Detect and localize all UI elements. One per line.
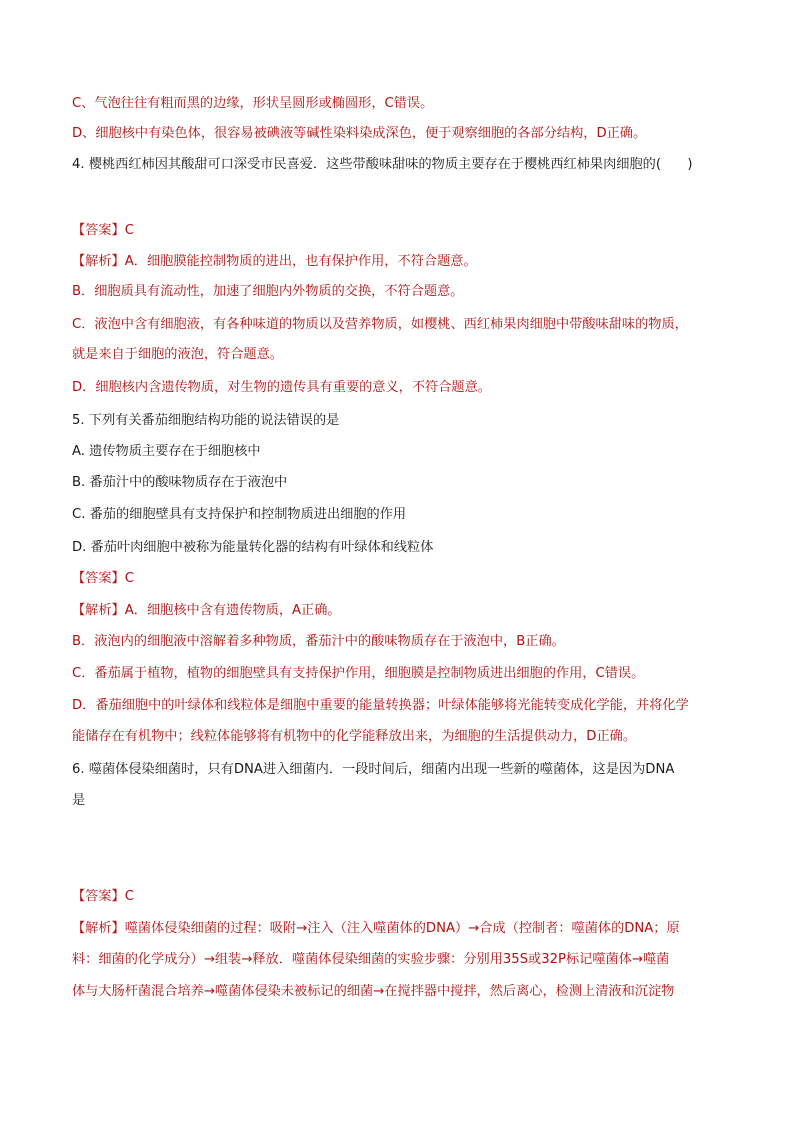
explanation-label: 【解析】 xyxy=(72,254,125,269)
explanation-text: A．细胞膜能控制物质的进出，也有保护作用，不符合题意。 xyxy=(124,254,477,269)
explanation-text: 噬菌体侵染细菌的过程：吸附→注入（注入噬菌体的DNA）→合成（控制者：噬菌体的DNA；原 xyxy=(124,921,680,936)
question-line: 4. 樱桃西红柿因其酸甜可口深受市民喜爱．这些带酸味甜味的物质主要存在于樱桃西红柿果肉细胞的( ) xyxy=(72,157,693,172)
question-line: 5. 下列有关番茄细胞结构功能的说法错误的是 xyxy=(72,413,340,428)
explanation-text: A．细胞核中含有遗传物质，A正确。 xyxy=(124,603,341,618)
explanation-line: D、细胞核中有染色体，很容易被碘液等碱性染料染成深色，便于观察细胞的各部分结构，D正确。 xyxy=(72,126,647,141)
explanation-line: 就是来自于细胞的液泡，符合题意。 xyxy=(72,347,283,362)
explanation-line: 能储存在有机物中；线粒体能够将有机物中的化学能释放出来，为细胞的生活提供动力，D正确。 xyxy=(72,729,637,744)
explanation-line: B．液泡内的细胞液中溶解着多种物质，番茄汁中的酸味物质存在于液泡中，B正确。 xyxy=(72,634,565,649)
question-line: B. 番茄汁中的酸味物质存在于液泡中 xyxy=(72,475,288,490)
explanation-label: 【解析】 xyxy=(72,603,125,618)
explanation-line: C、气泡往往有粗而黑的边缘，形状呈圆形或椭圆形，C错误。 xyxy=(72,96,434,111)
answer-line xyxy=(72,221,742,241)
answer-label: 【答案】 xyxy=(72,571,125,586)
explanation-line: C．番茄属于植物，植物的细胞壁具有支持保护作用，细胞膜是控制物质进出细胞的作用，C错误。 xyxy=(72,666,645,681)
explanation-line: 料：细菌的化学成分）→组装→释放．噬菌体侵染细菌的实验步骤：分别用35S或32P标记噬菌体→噬菌 xyxy=(72,952,670,967)
answer-value: C xyxy=(124,571,134,586)
explanation-line xyxy=(72,919,742,939)
explanation-line xyxy=(72,601,742,621)
answer-label: 【答案】 xyxy=(72,223,125,238)
explanation-line: 体与大肠杆菌混合培养→噬菌体侵染未被标记的细菌→在搅拌器中搅拌，然后离心，检测上清液和沉淀物 xyxy=(72,984,675,999)
question-line: C. 番茄的细胞壁具有支持保护和控制物质进出细胞的作用 xyxy=(72,507,407,522)
explanation-line: B．细胞质具有流动性，加速了细胞内外物质的交换，不符合题意。 xyxy=(72,284,464,299)
question-line: 6. 噬菌体侵染细菌时，只有DNA进入细菌内．一段时间后，细菌内出现一些新的噬菌体，这是因为DNA xyxy=(72,762,675,777)
explanation-line xyxy=(72,252,742,272)
explanation-line: C．液泡中含有细胞液，有各种味道的物质以及营养物质，如樱桃、西红柿果肉细胞中带酸味甜味的物质， xyxy=(72,317,688,332)
explanation-label: 【解析】 xyxy=(72,921,125,936)
answer-label: 【答案】 xyxy=(72,889,125,904)
answer-line xyxy=(72,569,742,589)
answer-value: C xyxy=(124,223,134,238)
answer-value: C xyxy=(124,889,134,904)
explanation-line: D．番茄细胞中的叶绿体和线粒体是细胞中重要的能量转换器；叶绿体能够将光能转变成化学能，并将化学 xyxy=(72,698,689,713)
explanation-line: D．细胞核内含遗传物质，对生物的遗传具有重要的意义，不符合题意。 xyxy=(72,380,491,395)
question-line: 是 xyxy=(72,793,86,808)
answer-line xyxy=(72,887,742,907)
question-line: A. 遗传物质主要存在于细胞核中 xyxy=(72,444,261,459)
question-line: D. 番茄叶肉细胞中被称为能量转化器的结构有叶绿体和线粒体 xyxy=(72,540,434,555)
